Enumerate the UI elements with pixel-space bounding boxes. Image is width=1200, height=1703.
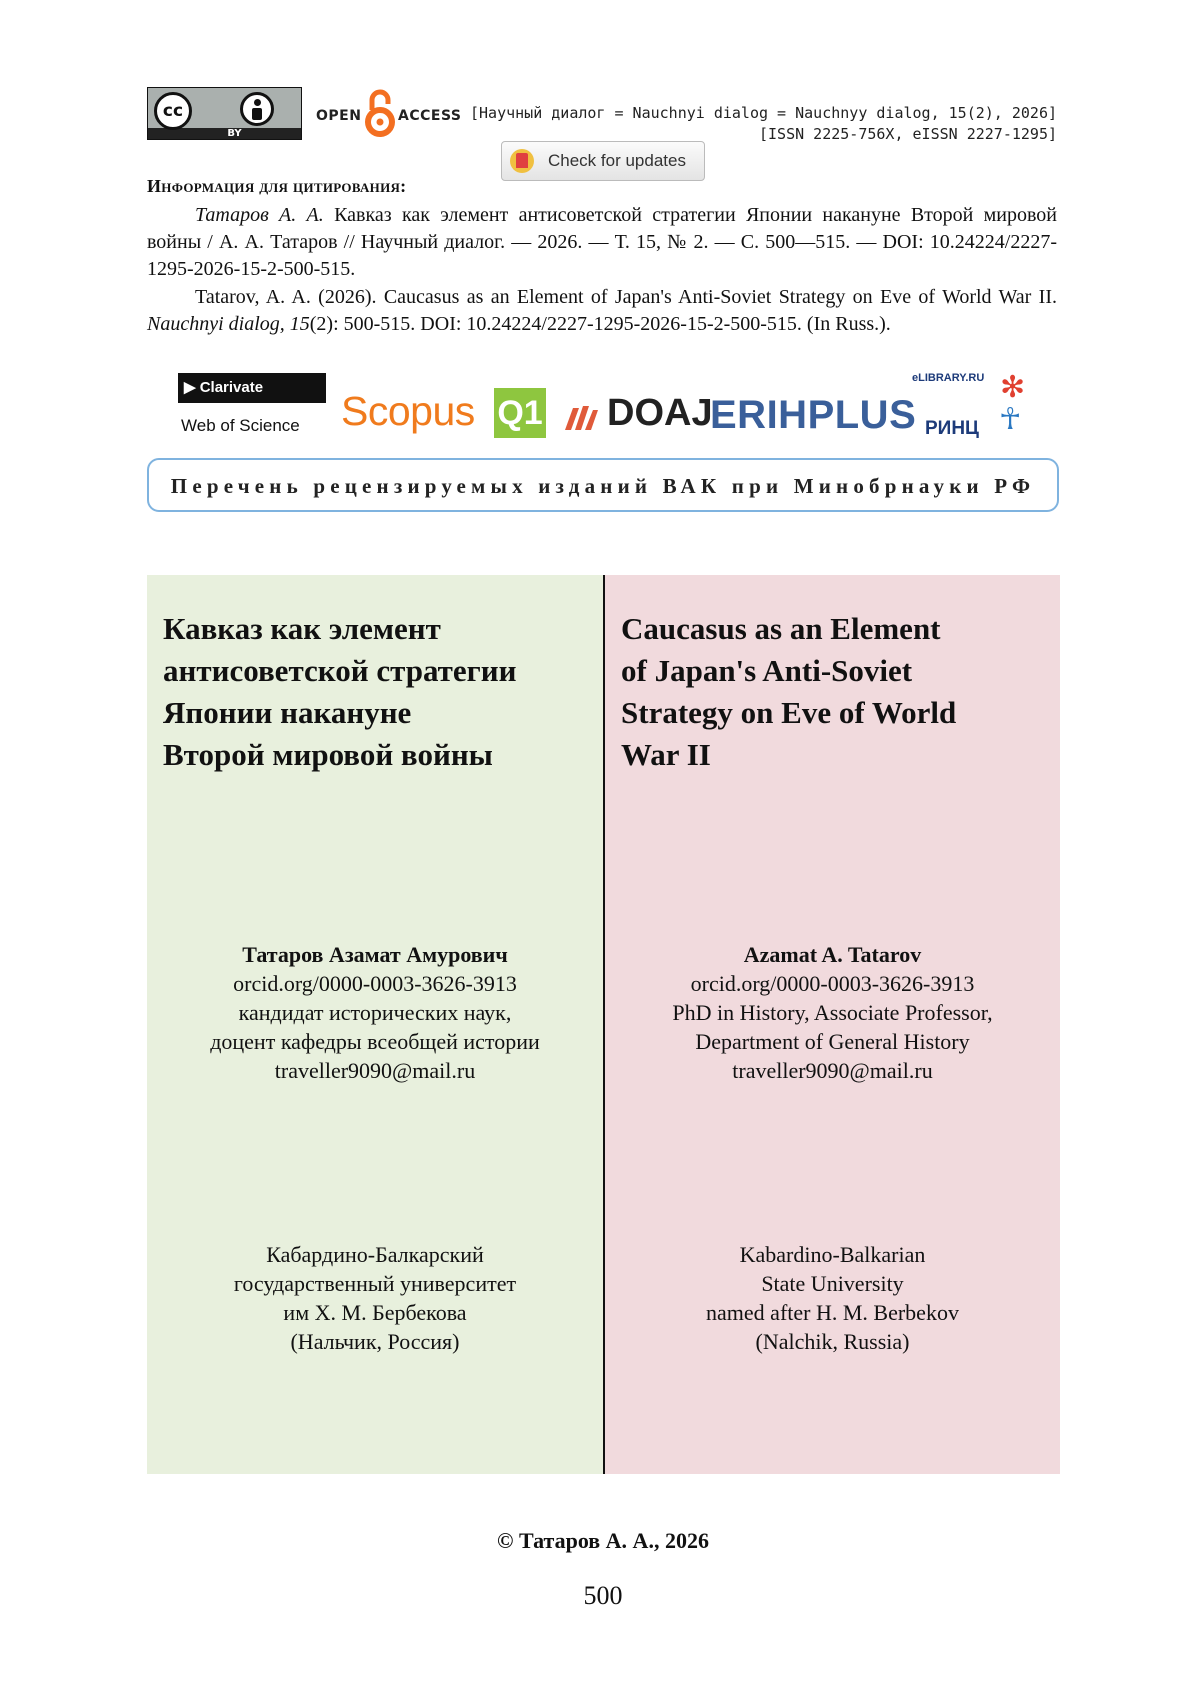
open-access-word-access: ACCESS [398,108,462,124]
title-ru-line: антисоветской стратегии [163,653,517,688]
citation-ru-author: Татаров А. А. [195,204,324,226]
issn-reference: [ISSN 2225-756X, eISSN 2227-1295] [758,125,1057,143]
page-number: 500 [583,1581,623,1610]
citation-ru-text: Кавказ как элемент антисоветской стратегии Японии накануне Второй мировой войны / А. А. Татаров // Научный диалог. — 2026. — Т. 15, № 2. — С. 500—515. — DOI: 10.24224/2227-1295-2026-15-2-500-515. [147,204,1058,280]
orcid-link[interactable]: orcid.org/0000-0003-3626-3913 [233,971,517,996]
citation-en-journal: Nauchnyi dialog, 15 [147,313,310,335]
affiliation-line: Кабардино-Балкарский [266,1242,484,1267]
affiliation-line: State University [761,1271,904,1296]
author-email[interactable]: traveller9090@mail.ru [274,1058,476,1083]
open-access-logo [316,88,462,138]
elibrary-logo: eLIBRARY.RU [912,372,985,384]
web-of-science-logo: Web of Science [181,416,300,435]
elibrary-person-icon: ☥ [999,402,1022,437]
author-degree: PhD in History, Associate Professor, [672,1000,993,1025]
orcid-link[interactable]: orcid.org/0000-0003-3626-3913 [690,971,975,996]
title-ru-line: Кавказ как элемент [163,611,441,646]
doaj-mark-icon [563,404,599,430]
check-for-updates-button[interactable] [501,141,705,181]
doaj-logo [563,392,713,435]
vak-list-text: Перечень рецензируемых изданий ВАК при Минобрнауки РФ [170,474,1036,498]
citation-en-tail: (2): 500-515. DOI: 10.24224/2227-1295-2026-15-2-500-515. (In Russ.). [309,313,891,335]
rinc-logo: РИНЦ [925,418,979,439]
title-ru-line: Второй мировой войны [163,737,493,772]
clarivate-label: Clarivate [199,379,264,396]
citation-russian [147,202,1057,283]
affiliation-english [605,1240,1060,1356]
author-position: Department of General History [695,1029,970,1054]
scopus-logo: Scopus [341,388,475,434]
q1-quartile-badge: Q1 [494,388,546,438]
title-en-line: Caucasus as an Element [621,611,941,646]
vak-list-banner [147,458,1059,512]
crossmark-icon [510,149,534,173]
affiliation-line: им Х. М. Бербекова [283,1300,467,1325]
author-name: Azamat A. Tatarov [743,942,922,967]
article-title-english [621,608,1051,776]
elibrary-star-icon: ✻ [1000,370,1026,405]
creative-commons-icon: cc [154,92,192,130]
cc-by-label: BY [227,128,242,139]
title-en-line: of Japan's Anti-Soviet [621,653,913,688]
open-access-lock-icon [363,88,397,138]
check-for-updates-label: Check for updates [548,151,686,170]
author-block-russian [147,940,603,1085]
author-position: доцент кафедры всеобщей истории [210,1029,540,1054]
title-en-line: War II [621,737,711,772]
affiliation-line: государственный университет [233,1271,517,1296]
title-en-line: Strategy on Eve of World [621,695,957,730]
citation-en-lead: Tatarov, A. A. (2026). Caucasus as an Element of Japan's Anti-Soviet Strategy on Eve of World War II. [195,286,1057,308]
cc-by-license-badge[interactable] [147,87,302,140]
copyright-notice: © Татаров А. А., 2026 [497,1528,709,1553]
affiliation-russian [147,1240,603,1356]
author-email[interactable]: traveller9090@mail.ru [732,1058,933,1083]
citation-english [147,284,1057,338]
open-access-word-open: OPEN [316,108,362,124]
author-degree: кандидат исторических наук, [238,1000,512,1025]
affiliation-line: (Nalchik, Russia) [755,1329,910,1354]
affiliation-line: (Нальчик, Россия) [290,1329,460,1354]
clarivate-logo: ▶ Clarivate [178,373,326,403]
author-block-english [605,940,1060,1085]
journal-reference: [Научный диалог = Nauchnyi dialog = Nauchnyy dialog, 15(2), 2026] [470,104,1057,122]
affiliation-line: named after H. M. Berbekov [706,1300,959,1325]
attribution-person-icon [240,92,274,126]
author-name: Татаров Азамат Амурович [242,942,508,967]
erihplus-logo: ERIHPLUS [710,393,917,437]
citation-heading: Информация для цитирования: [147,176,407,196]
title-ru-line: Японии накануне [163,695,412,730]
article-title-russian [163,608,593,776]
doaj-label: DOAJ [607,392,713,434]
affiliation-line: Kabardino-Balkarian [739,1242,926,1267]
